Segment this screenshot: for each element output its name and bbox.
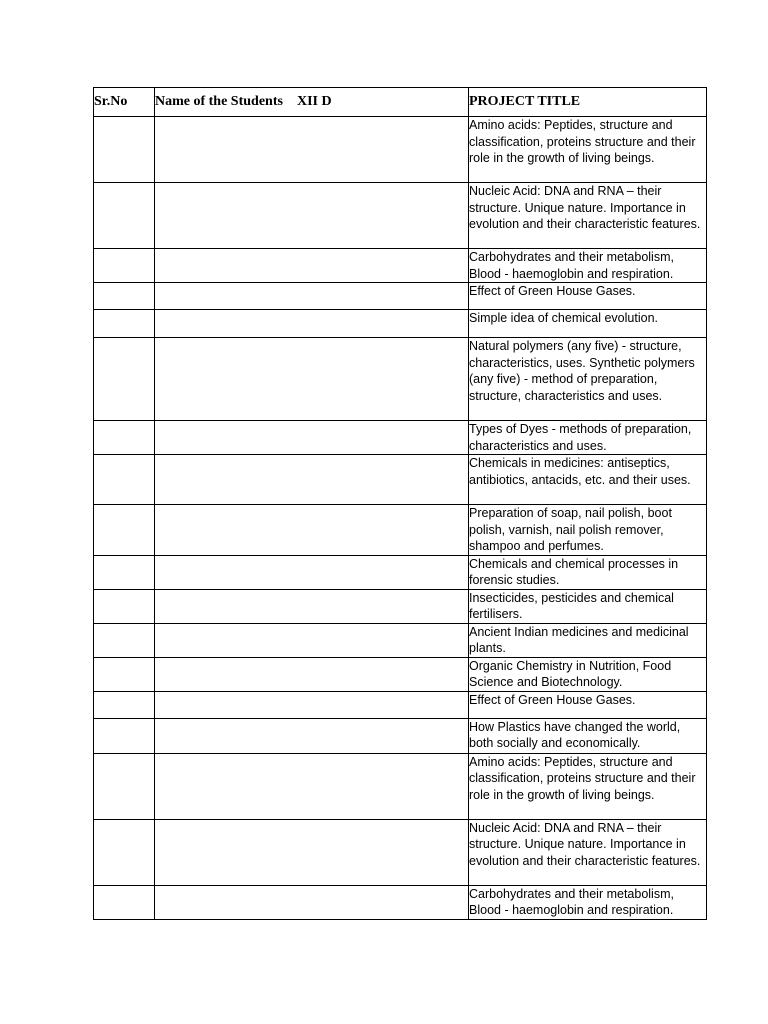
student-name-cell[interactable] xyxy=(155,183,469,249)
srno-cell[interactable] xyxy=(94,338,155,421)
table-row xyxy=(94,338,707,421)
srno-cell[interactable] xyxy=(94,555,155,589)
srno-cell[interactable] xyxy=(94,505,155,556)
srno-cell[interactable] xyxy=(94,117,155,183)
srno-cell[interactable] xyxy=(94,885,155,919)
srno-cell[interactable] xyxy=(94,421,155,455)
srno-cell[interactable] xyxy=(94,249,155,283)
table-row xyxy=(94,657,707,691)
project-title-cell: Effect of Green House Gases. xyxy=(469,691,707,718)
student-name-cell[interactable] xyxy=(155,338,469,421)
student-name-cell[interactable] xyxy=(155,819,469,885)
header-row xyxy=(94,88,707,117)
student-name-cell[interactable] xyxy=(155,691,469,718)
student-name-cell[interactable] xyxy=(155,283,469,310)
student-name-cell[interactable] xyxy=(155,455,469,505)
table-row xyxy=(94,421,707,455)
header-name-label: Name of the Students xyxy=(155,94,283,109)
student-name-cell[interactable] xyxy=(155,623,469,657)
table-row xyxy=(94,555,707,589)
header-name xyxy=(155,88,469,117)
project-title-cell: Effect of Green House Gases. xyxy=(469,283,707,310)
project-title-cell: How Plastics have changed the world, both socially and economically. xyxy=(469,718,707,753)
srno-cell[interactable] xyxy=(94,589,155,623)
project-title-cell: Preparation of soap, nail polish, boot polish, varnish, nail polish remover, shampoo and perfumes. xyxy=(469,505,707,556)
table-row xyxy=(94,623,707,657)
srno-cell[interactable] xyxy=(94,753,155,819)
table-row xyxy=(94,753,707,819)
srno-cell[interactable] xyxy=(94,623,155,657)
project-title-cell: Organic Chemistry in Nutrition, Food Science and Biotechnology. xyxy=(469,657,707,691)
header-class: XII D xyxy=(296,94,332,109)
project-table xyxy=(93,87,707,920)
project-title-cell: Chemicals in medicines: antiseptics, antibiotics, antacids, etc. and their uses. xyxy=(469,455,707,505)
table-row xyxy=(94,310,707,338)
student-name-cell[interactable] xyxy=(155,753,469,819)
table-row xyxy=(94,885,707,919)
table-row xyxy=(94,183,707,249)
table-row xyxy=(94,283,707,310)
table-row xyxy=(94,718,707,753)
header-srno: Sr.No xyxy=(94,88,155,117)
table-row xyxy=(94,505,707,556)
project-title-cell: Simple idea of chemical evolution. xyxy=(469,310,707,338)
student-name-cell[interactable] xyxy=(155,505,469,556)
project-title-cell: Nucleic Acid: DNA and RNA – their structure. Unique nature. Importance in evolution and their characteristic features. xyxy=(469,183,707,249)
student-name-cell[interactable] xyxy=(155,718,469,753)
srno-cell[interactable] xyxy=(94,718,155,753)
student-name-cell[interactable] xyxy=(155,249,469,283)
header-project-title: PROJECT TITLE xyxy=(469,88,707,117)
table-row xyxy=(94,249,707,283)
student-name-cell[interactable] xyxy=(155,117,469,183)
student-name-cell[interactable] xyxy=(155,555,469,589)
srno-cell[interactable] xyxy=(94,310,155,338)
project-title-cell: Nucleic Acid: DNA and RNA – their structure. Unique nature. Importance in evolution and their characteristic features. xyxy=(469,819,707,885)
project-title-cell: Types of Dyes - methods of preparation, characteristics and uses. xyxy=(469,421,707,455)
student-name-cell[interactable] xyxy=(155,885,469,919)
student-name-cell[interactable] xyxy=(155,657,469,691)
student-name-cell[interactable] xyxy=(155,310,469,338)
srno-cell[interactable] xyxy=(94,657,155,691)
project-title-cell: Carbohydrates and their metabolism, Blood - haemoglobin and respiration. xyxy=(469,885,707,919)
table-row xyxy=(94,819,707,885)
project-title-cell: Carbohydrates and their metabolism, Blood - haemoglobin and respiration. xyxy=(469,249,707,283)
project-title-cell: Amino acids: Peptides, structure and classification, proteins structure and their role in the growth of living beings. xyxy=(469,117,707,183)
student-name-cell[interactable] xyxy=(155,589,469,623)
project-title-cell: Ancient Indian medicines and medicinal plants. xyxy=(469,623,707,657)
project-title-cell: Chemicals and chemical processes in forensic studies. xyxy=(469,555,707,589)
table-row xyxy=(94,117,707,183)
table-row xyxy=(94,589,707,623)
project-title-cell: Insecticides, pesticides and chemical fertilisers. xyxy=(469,589,707,623)
srno-cell[interactable] xyxy=(94,691,155,718)
table-row xyxy=(94,455,707,505)
table-row xyxy=(94,691,707,718)
srno-cell[interactable] xyxy=(94,819,155,885)
srno-cell[interactable] xyxy=(94,455,155,505)
project-title-cell: Natural polymers (any five) - structure, characteristics, uses. Synthetic polymers (any five) - method of preparation, structure, characteristics and uses. xyxy=(469,338,707,421)
student-name-cell[interactable] xyxy=(155,421,469,455)
srno-cell[interactable] xyxy=(94,183,155,249)
project-title-cell: Amino acids: Peptides, structure and classification, proteins structure and their role in the growth of living beings. xyxy=(469,753,707,819)
srno-cell[interactable] xyxy=(94,283,155,310)
